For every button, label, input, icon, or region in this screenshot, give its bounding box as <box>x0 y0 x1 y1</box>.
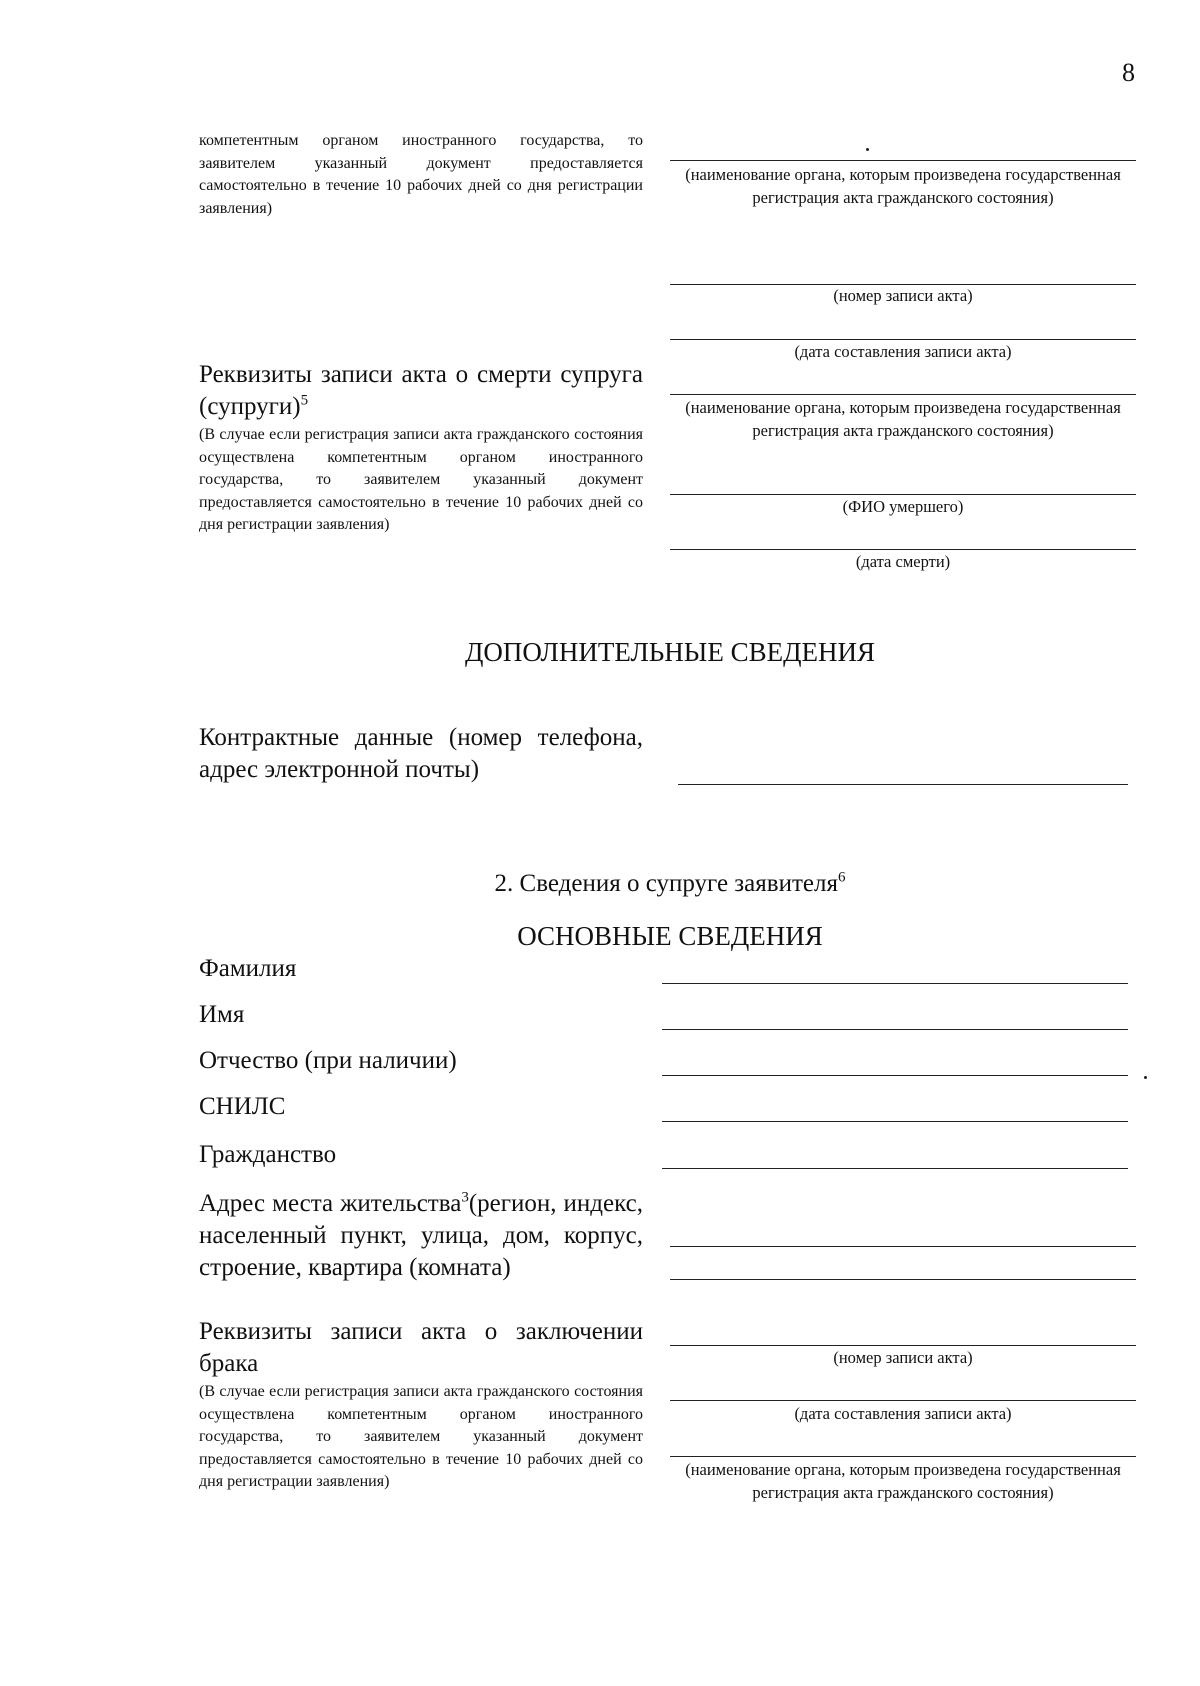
deceased-name-caption: (ФИО умершего) <box>842 497 964 516</box>
citizenship-field[interactable] <box>662 1168 1128 1169</box>
foreign-authority-note: компетентным органом иностранного государства, то заявителем указанный документ предоставляется самостоятельно в течение 10 рабочих дней со дня регистрации заявления) <box>199 132 643 217</box>
org-name-caption: (наименование органа, которым произведена государственная регистрация акта гражданского состояния) <box>685 165 1121 207</box>
additional-info-heading: ДОПОЛНИТЕЛЬНЫЕ СВЕДЕНИЯ <box>464 637 876 667</box>
address-label: Адрес места жительства$^3$(регион, индекс, населенный пункт, улица, дом, корпус, строение, квартира (комната) <box>199 1189 643 1281</box>
patronymic-field[interactable] <box>662 1075 1128 1076</box>
page-number: 8 <box>1122 58 1135 87</box>
snils-field[interactable] <box>662 1121 1128 1122</box>
snils-label: СНИЛС <box>199 1093 286 1120</box>
marriage-org-name-caption: (наименование органа, которым произведена государственная регистрация акта гражданского состояния) <box>685 1460 1121 1502</box>
marriage-record-title: Реквизиты записи акта о заключении брака <box>199 1318 643 1377</box>
ink-speck <box>866 148 869 151</box>
address-field-2[interactable] <box>670 1279 1136 1280</box>
death-record-note: (В случае если регистрация записи акта гражданского состояния осуществлена компетентным органом иностранного государства, то заявителем указанный документ предоставляется самостоятельно в течение 10 рабочих дней со дня регистрации заявления) <box>199 426 643 533</box>
death-record-title: Реквизиты записи акта о смерти супруга (супруги)$^5$ <box>199 361 643 420</box>
death-org-name-field[interactable] <box>670 394 1136 395</box>
contact-data-label: Контрактные данные (номер телефона, адрес электронной почты) <box>199 724 643 783</box>
marriage-record-date-field[interactable] <box>670 1400 1136 1401</box>
death-org-name-caption: (наименование органа, которым произведена государственная регистрация акта гражданского состояния) <box>685 398 1121 440</box>
citizenship-label: Гражданство <box>199 1141 337 1168</box>
patronymic-label: Отчество (при наличии) <box>199 1047 457 1074</box>
death-date-caption: (дата смерти) <box>855 552 951 571</box>
marriage-record-date-caption: (дата составления записи акта) <box>794 1404 1012 1423</box>
record-date-field[interactable] <box>670 339 1136 340</box>
name-label: Имя <box>199 1001 245 1028</box>
record-number-caption: (номер записи акта) <box>833 286 973 305</box>
basic-info-heading: ОСНОВНЫЕ СВЕДЕНИЯ <box>517 921 823 951</box>
org-name-field[interactable] <box>670 160 1136 161</box>
ink-speck <box>1144 1076 1147 1079</box>
spouse-section-title: 2. Сведения о супруге заявителя$^6$ <box>494 869 846 897</box>
record-date-caption: (дата составления записи акта) <box>794 342 1012 361</box>
surname-field[interactable] <box>662 983 1128 984</box>
death-date-field[interactable] <box>670 549 1136 550</box>
deceased-name-field[interactable] <box>670 494 1136 495</box>
name-field[interactable] <box>662 1029 1128 1030</box>
marriage-record-note: (В случае если регистрация записи акта гражданского состояния осуществлена компетентным органом иностранного государства, то заявителем указанный документ предоставляется самостоятельно в течение 10 рабочих дней со дня регистрации заявления) <box>199 1383 643 1490</box>
contact-data-field[interactable] <box>678 784 1128 785</box>
surname-label: Фамилия <box>199 955 297 982</box>
marriage-record-number-field[interactable] <box>670 1345 1136 1346</box>
marriage-record-number-caption: (номер записи акта) <box>833 1348 973 1367</box>
marriage-org-name-field[interactable] <box>670 1456 1136 1457</box>
address-field-1[interactable] <box>670 1246 1136 1247</box>
